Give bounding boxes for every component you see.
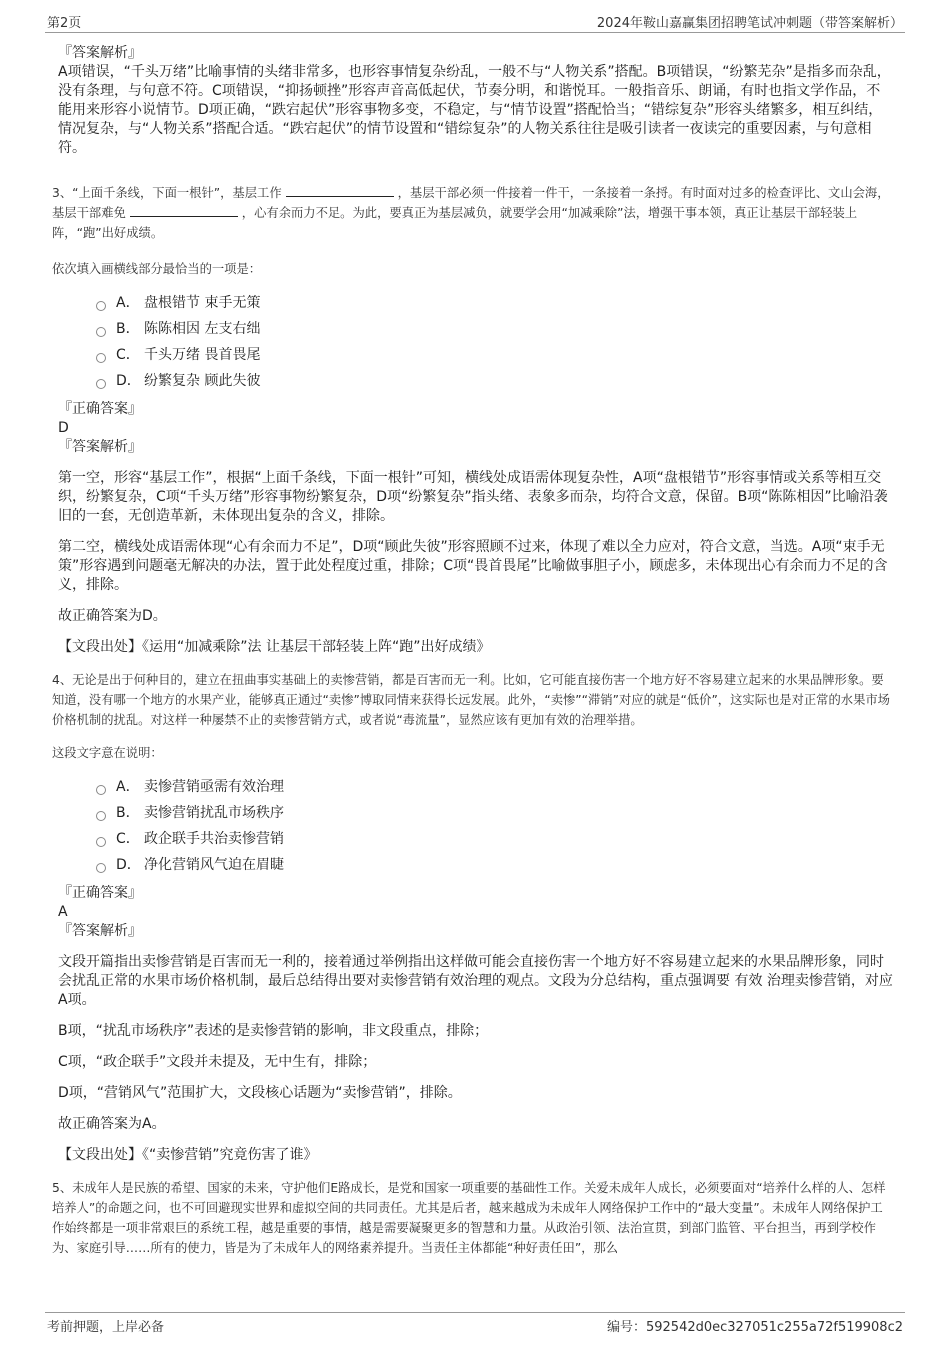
option-letter: D． <box>116 373 141 389</box>
option-text: 卖惨营销扰乱市场秩序 <box>144 805 284 821</box>
option-text: 盘根错节 束手无策 <box>144 295 261 311</box>
option-letter: A． <box>116 295 140 311</box>
option-text: 政企联手共治卖惨营销 <box>144 831 284 847</box>
analysis-conclusion: 故正确答案为A。 <box>58 1116 166 1132</box>
correct-answer-label: 『正确答案』 <box>58 885 142 901</box>
radio-icon[interactable] <box>96 785 106 795</box>
option-c[interactable] <box>96 826 893 852</box>
radio-icon[interactable] <box>96 353 106 363</box>
page-header <box>45 10 905 33</box>
option-a[interactable] <box>96 290 893 316</box>
q3-stem-part3: ，心有余而力不足。为此，要真正为基层减负，就要学会用“加减乘除”法，增强干事本领，真正让基层干部轻装上阵，“跑”出好成绩。 <box>52 206 858 240</box>
analysis-paragraph: B项，“扰乱市场秩序”表述的是卖惨营销的影响，非文段重点，排除； <box>58 1023 489 1039</box>
option-letter: A． <box>116 779 140 795</box>
option-letter: B． <box>116 805 140 821</box>
option-letter: B． <box>116 321 140 337</box>
radio-icon[interactable] <box>96 327 106 337</box>
radio-icon[interactable] <box>96 379 106 389</box>
analysis-label: 『答案解析』 <box>58 439 142 455</box>
fill-blank <box>286 184 394 197</box>
analysis-paragraph: C项，“政企联手”文段并未提及，无中生有，排除； <box>58 1054 377 1070</box>
question-3-prompt: 依次填入画横线部分最恰当的一项是： <box>52 262 262 276</box>
footer-slogan: 考前押题，上岸必备 <box>47 1320 165 1335</box>
option-letter: D． <box>116 857 141 873</box>
option-b[interactable] <box>96 316 893 342</box>
radio-icon[interactable] <box>96 863 106 873</box>
document-serial: 编号：592542d0ec327051c255a72f519908c2 <box>606 1320 903 1335</box>
analysis-paragraph: 文段开篇指出卖惨营销是百害而无一利的，接着通过举例指出这样做可能会直接伤害一个地方好不容易建立起来的水果品牌形象，同时会扰乱正常的水果市场价格机制，最后总结得出要对卖惨营销有效治理的观点。文段为分总结构，重点强调要 有效 治理卖惨营销，对应A项。 <box>58 954 893 1008</box>
analysis-conclusion: 故正确答案为D。 <box>58 608 167 624</box>
question-3-stem <box>52 183 893 243</box>
correct-answer-label: 『正确答案』 <box>58 401 142 417</box>
source-citation: 【文段出处】《“卖惨营销”究竟伤害了谁》 <box>58 1147 318 1163</box>
radio-icon[interactable] <box>96 301 106 311</box>
analysis-paragraph: 第一空，形容“基层工作”，根据“上面千条线，下面一根针”可知，横线处成语需体现复杂性，A项“盘根错节”形容事情或关系等相互交织，纷繁复杂，C项“千头万绪”形容事物纷繁复杂，D项“纷繁复杂”指头绪、表象多而杂，均符合文意，保留。B项“陈陈相因”比喻沿袭旧的一套，无创造革新，未体现出复杂的含义，排除。 <box>58 470 888 524</box>
option-text: 千头万绪 畏首畏尾 <box>144 347 261 363</box>
correct-answer: D <box>58 420 69 436</box>
radio-icon[interactable] <box>96 837 106 847</box>
option-b[interactable] <box>96 800 893 826</box>
option-letter: C． <box>116 831 140 847</box>
analysis-paragraph: D项，“营销风气”范围扩大，文段核心话题为“卖惨营销”，排除。 <box>58 1085 462 1101</box>
analysis-text: A项错误，“千头万绪”比喻事情的头绪非常多，也形容事情复杂纷乱，一般不与“人物关系”搭配。B项错误，“纷繁芜杂”是指多而杂乱，没有条理，与句意不符。C项错误，“抑扬顿挫”形容声音高低起伏，节奏分明，和谐悦耳。一般指音乐、朗诵，有时也指文学作品，不能用来形容小说情节。D项正确，“跌宕起伏”形容事物多变，不稳定，与“情节设置”搭配恰当；“错综复杂”形容头绪繁多，相互纠结，情况复杂，与“人物关系”搭配合适。“跌宕起伏”的情节设置和“错综复杂”的人物关系往往是吸引读者一夜读完的重要因素，与句意相符。 <box>58 64 891 156</box>
radio-icon[interactable] <box>96 811 106 821</box>
option-c[interactable] <box>96 342 893 368</box>
option-d[interactable] <box>96 852 893 878</box>
option-text: 纷繁复杂 顾此失彼 <box>144 373 261 389</box>
source-citation: 【文段出处】《运用“加减乘除”法 让基层干部轻装上阵“跑”出好成绩》 <box>58 639 491 655</box>
option-text: 净化营销风气迫在眉睫 <box>144 857 284 873</box>
option-text: 陈陈相因 左支右绌 <box>144 321 261 337</box>
analysis-label: 『答案解析』 <box>58 923 142 939</box>
question-5-stem: 5、未成年人是民族的希望、国家的未来，守护他们E路成长，是党和国家一项重要的基础性工作。关爱未成年人成长，必须要面对“培养什么样的人、怎样培养人”的命题之问，也不可回避现实世界和虚拟空间的共同责任。尤其是后者，越来越成为未成年人网络保护工作中的“最大变量”。未成年人网络保护工作始终都是一项非常艰巨的系统工程，越是重要的事情，越是需要凝聚更多的智慧和力量。从政治引领、法治宣贯，到部门监管、平台担当，再到学校作为、家庭引导……所有的使力，皆是为了未成年人的网络素养提升。当责任主体都能“种好责任田”，那么 <box>52 1181 886 1255</box>
correct-answer: A <box>58 904 68 920</box>
q3-stem-part2: ，基层干部必须一件接着一件干，一条接着一条捋。有时面对过多的检查评比、文山会海，基层干部难免 <box>52 186 890 220</box>
q3-stem-part1: 3、“上面千条线，下面一根针”，基层工作 <box>52 186 282 200</box>
page-footer <box>45 1312 905 1335</box>
page-content <box>52 44 893 1258</box>
option-d[interactable] <box>96 368 893 394</box>
page-number: 第2页 <box>47 16 82 31</box>
option-letter: C． <box>116 347 140 363</box>
option-a[interactable] <box>96 774 893 800</box>
option-text: 卖惨营销亟需有效治理 <box>144 779 284 795</box>
fill-blank <box>130 204 238 217</box>
analysis-paragraph: 第二空，横线处成语需体现“心有余而力不足”，D项“顾此失彼”形容照顾不过来，体现了难以全力应对，符合文意，当选。A项“束手无策”形容遇到问题毫无解决的办法，置于此处程度过重，排除；C项“畏首畏尾”比喻做事胆子小，顾虑多，未体现出心有余而力不足的含义，排除。 <box>58 539 888 593</box>
question-4-options <box>58 774 893 878</box>
question-4-stem: 4、无论是出于何种目的，建立在扭曲事实基础上的卖惨营销，都是百害而无一利。比如，它可能直接伤害一个地方好不容易建立起来的水果品牌形象。要知道，没有哪一个地方的水果产业，能够真正通过“卖惨”博取同情来获得长远发展。此外，“卖惨”“滞销”对应的就是“低价”，这实际也是对正常的水果市场价格机制的扰乱。对这样一种屡禁不止的卖惨营销方式，或者说“毒流量”，显然应该有更加有效的治理举措。 <box>52 673 890 727</box>
analysis-label: 『答案解析』 <box>58 45 142 61</box>
document-title: 2024年鞍山嘉赢集团招聘笔试冲刺题（带答案解析） <box>596 16 903 31</box>
question-3-options <box>58 290 893 394</box>
question-4-prompt: 这段文字意在说明： <box>52 746 163 760</box>
